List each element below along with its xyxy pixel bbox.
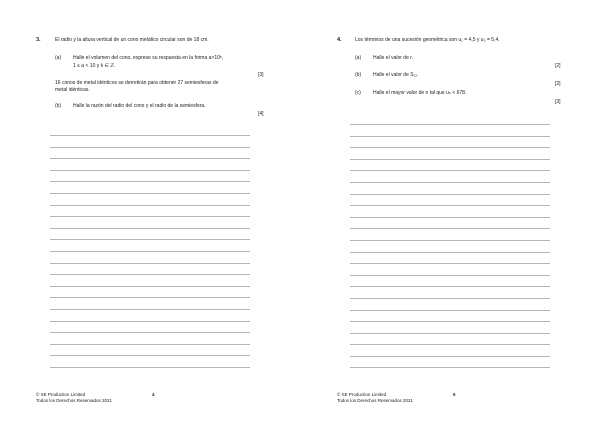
part-c-marks: [3] xyxy=(555,99,561,105)
answer-line xyxy=(50,332,250,333)
question-intro: Los términos de una sucesión geométrica son u₁ = 4,5 y u₅ = 5,4. xyxy=(355,37,500,43)
answer-line xyxy=(50,158,250,159)
answer-line xyxy=(50,297,250,298)
question-intro: El radio y la altura vertical de un cono metálico circular son de 18 cm. xyxy=(55,37,209,43)
answer-line xyxy=(350,205,550,206)
part-a-text-line1: Halle el volumen del cono, exprese su respuesta en la forma a×10ᵏ, xyxy=(73,55,223,61)
part-b-label: (b) xyxy=(355,72,362,78)
footer-copyright: © SE Production Limited xyxy=(36,392,86,397)
answer-line xyxy=(50,309,250,310)
answer-line xyxy=(350,147,550,148)
answer-line xyxy=(350,159,550,160)
footer-rights: Todos los Derechos Reservados 2021 xyxy=(36,398,113,403)
part-b-label: (b) xyxy=(55,103,62,109)
answer-lines xyxy=(50,135,250,378)
answer-line xyxy=(350,275,550,276)
answer-line xyxy=(50,135,250,136)
context-line2: metal idénticas. xyxy=(55,87,90,93)
answer-line xyxy=(350,170,550,171)
answer-line xyxy=(50,274,250,275)
answer-line xyxy=(50,181,250,182)
part-a-marks: [2] xyxy=(555,63,561,69)
answer-lines xyxy=(350,124,550,379)
answer-line xyxy=(50,239,250,240)
part-a-marks: [3] xyxy=(258,72,264,78)
answer-line xyxy=(50,170,250,171)
right-page xyxy=(300,0,600,424)
context-line1: 16 conos de metal idénticos se derretirán para obtener 27 semiesferas de xyxy=(55,80,219,86)
answer-line xyxy=(50,367,250,368)
part-a-label: (a) xyxy=(355,55,362,61)
answer-line xyxy=(350,263,550,264)
answer-line xyxy=(50,147,250,148)
answer-line xyxy=(350,228,550,229)
answer-line xyxy=(350,298,550,299)
answer-line xyxy=(350,194,550,195)
part-b-marks: [2] xyxy=(555,81,561,87)
answer-line xyxy=(350,321,550,322)
answer-line xyxy=(50,228,250,229)
answer-line xyxy=(50,286,250,287)
answer-line xyxy=(350,136,550,137)
answer-line xyxy=(50,263,250,264)
answer-line xyxy=(350,310,550,311)
answer-line xyxy=(50,344,250,345)
answer-line xyxy=(350,182,550,183)
part-a-text: Halle el valor de r. xyxy=(373,55,414,61)
answer-line xyxy=(50,205,250,206)
part-c-text: Halle el mayor valor de n tal que uₙ < 678. xyxy=(373,90,467,96)
answer-line xyxy=(350,367,550,368)
answer-line xyxy=(350,286,550,287)
answer-line xyxy=(350,124,550,125)
question-number: 4. xyxy=(337,37,342,43)
part-b-text: Halle el valor de S₁₂. xyxy=(373,72,419,78)
footer xyxy=(337,392,413,404)
part-c-label: (c) xyxy=(355,90,361,96)
footer-rights: Todos los Derechos Reservados 2021 xyxy=(337,398,414,403)
answer-line xyxy=(50,216,250,217)
answer-line xyxy=(350,217,550,218)
footer xyxy=(36,392,112,404)
answer-line xyxy=(50,355,250,356)
answer-line xyxy=(50,251,250,252)
answer-line xyxy=(350,356,550,357)
answer-line xyxy=(350,240,550,241)
answer-line xyxy=(350,252,550,253)
part-a-text-line2: 1 ≤ a < 10 y k ∈ ℤ. xyxy=(73,63,116,69)
part-b-marks: [4] xyxy=(258,111,264,117)
page-number: 4 xyxy=(152,392,155,397)
footer-copyright: © SE Production Limited xyxy=(337,392,387,397)
page-number: 5 xyxy=(453,392,456,397)
answer-line xyxy=(350,333,550,334)
question-number: 3. xyxy=(36,37,41,43)
answer-line xyxy=(50,193,250,194)
part-b-text: Halle la razón del radio del cono y el radio de la semiesfera. xyxy=(73,103,206,109)
answer-line xyxy=(350,344,550,345)
answer-line xyxy=(50,321,250,322)
part-a-label: (a) xyxy=(55,55,62,61)
